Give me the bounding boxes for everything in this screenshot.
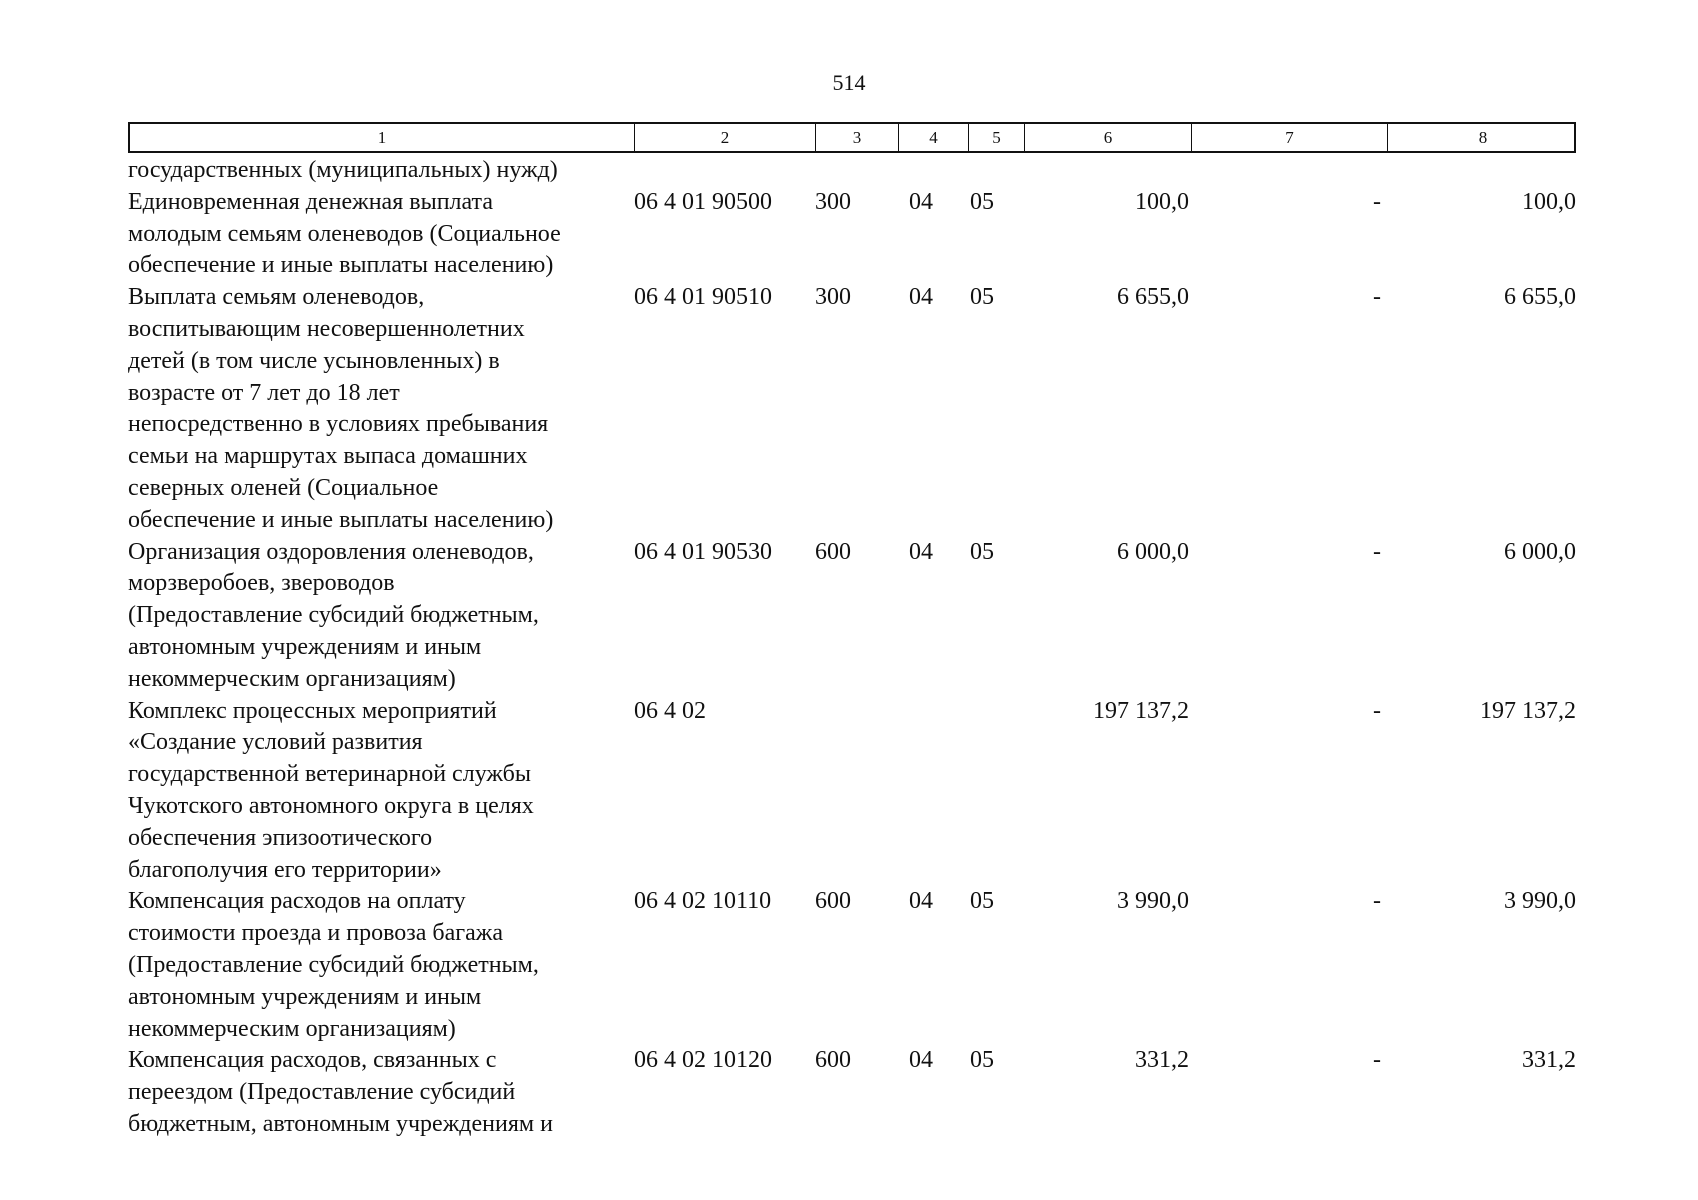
table-body — [128, 155, 1576, 1141]
expense-type-cell: 300 — [815, 284, 851, 311]
subsection-cell: 05 — [970, 284, 994, 311]
section-cell — [896, 696, 966, 887]
amount-cell: 6 655,0 — [1117, 284, 1189, 311]
item-name-line: Комплекс процессных мероприятий — [128, 697, 497, 724]
column-number-1: 1 — [377, 128, 387, 147]
amount-cell — [1022, 155, 1189, 187]
expense-type-cell: 600 — [815, 888, 851, 915]
column-number-2: 2 — [634, 124, 815, 151]
item-name-line: северных оленей (Социальное — [128, 474, 439, 501]
table-header-row — [128, 122, 1576, 153]
section-cell: 04 — [909, 188, 933, 215]
change-cell: - — [1373, 697, 1381, 724]
change-cell: - — [1373, 1047, 1381, 1074]
section-cell: 04 — [909, 538, 933, 565]
column-number-6: 6 — [1024, 124, 1191, 151]
item-name-cell — [128, 886, 632, 1045]
item-name-line: Компенсация расходов на оплату — [128, 888, 466, 915]
change-cell — [1189, 155, 1385, 187]
section-cell: 04 — [909, 1047, 933, 1074]
target-code-cell — [632, 155, 813, 187]
section-cell — [896, 155, 966, 187]
item-name-line: обеспечение и иные выплаты населению) — [128, 252, 554, 279]
item-name-line: непосредственно в условиях пребывания — [128, 411, 549, 438]
item-name-line: благополучия его территории» — [128, 856, 442, 883]
change-cell: - — [1373, 284, 1381, 311]
section-cell: 04 — [909, 284, 933, 311]
item-name-line: некоммерческим организациям) — [128, 665, 456, 692]
amount-cell: 197 137,2 — [1093, 697, 1189, 724]
table-row — [128, 696, 1576, 887]
target-code-cell: 06 4 01 90530 — [634, 538, 772, 565]
budget-table — [128, 122, 1576, 1141]
item-name-line: обеспечения эпизоотического — [128, 824, 433, 851]
subsection-cell: 05 — [970, 188, 994, 215]
total-cell — [1385, 155, 1576, 187]
column-number-8: 8 — [1387, 124, 1578, 151]
total-cell: 331,2 — [1522, 1047, 1576, 1074]
item-name-line: (Предоставление субсидий бюджетным, — [128, 951, 539, 978]
item-name-line: Организация оздоровления оленеводов, — [128, 538, 534, 565]
amount-cell: 3 990,0 — [1117, 888, 1189, 915]
change-cell: - — [1373, 538, 1381, 565]
amount-cell: 100,0 — [1135, 188, 1189, 215]
item-name-cell — [128, 187, 632, 282]
expense-type-cell — [813, 155, 896, 187]
item-name-line: Компенсация расходов, связанных с — [128, 1047, 497, 1074]
expense-type-cell: 600 — [815, 1047, 851, 1074]
table-row — [128, 282, 1576, 536]
table-row — [128, 1045, 1576, 1140]
expense-type-cell: 300 — [815, 188, 851, 215]
expense-type-cell — [813, 696, 896, 887]
item-name-line: Чукотского автономного округа в целях — [128, 792, 534, 819]
table-row — [128, 155, 1576, 187]
table-row — [128, 187, 1576, 282]
change-cell: - — [1373, 888, 1381, 915]
subsection-cell — [966, 155, 1022, 187]
amount-cell: 331,2 — [1135, 1047, 1189, 1074]
item-name-line: бюджетным, автономным учреждениям и — [128, 1110, 553, 1137]
column-number-5: 5 — [968, 124, 1024, 151]
item-name-line: переездом (Предоставление субсидий — [128, 1079, 516, 1106]
subsection-cell: 05 — [970, 888, 994, 915]
total-cell: 100,0 — [1522, 188, 1576, 215]
item-name-line: государственных (муниципальных) нужд) — [128, 157, 558, 183]
expense-type-cell: 600 — [815, 538, 851, 565]
target-code-cell: 06 4 01 90510 — [634, 284, 772, 311]
target-code-cell: 06 4 01 90500 — [634, 188, 772, 215]
item-name-line: морзверобоев, звероводов — [128, 570, 395, 597]
item-name-line: обеспечение и иные выплаты населению) — [128, 506, 554, 533]
target-code-cell: 06 4 02 10110 — [634, 888, 772, 915]
target-code-cell: 06 4 02 — [634, 697, 706, 724]
item-name-line: Единовременная денежная выплата — [128, 188, 493, 215]
subsection-cell: 05 — [970, 1047, 994, 1074]
item-name-line: семьи на маршрутах выпаса домашних — [128, 443, 528, 470]
item-name-line: стоимости проезда и провоза багажа — [128, 920, 504, 947]
item-name-line: автономным учреждениям и иным — [128, 633, 482, 660]
amount-cell: 6 000,0 — [1117, 538, 1189, 565]
item-name-line: Выплата семьям оленеводов, — [128, 284, 425, 311]
total-cell: 197 137,2 — [1480, 697, 1576, 724]
item-name-cell — [128, 155, 632, 187]
item-name-line: автономным учреждениям и иным — [128, 983, 482, 1010]
table-row — [128, 537, 1576, 696]
item-name-cell — [128, 696, 632, 887]
target-code-cell: 06 4 02 10120 — [634, 1047, 772, 1074]
item-name-line: некоммерческим организациям) — [128, 1015, 456, 1042]
item-name-cell — [128, 537, 632, 696]
item-name-line: детей (в том числе усыновленных) в — [128, 347, 500, 374]
item-name-line: «Создание условий развития — [128, 729, 423, 756]
section-cell: 04 — [909, 888, 933, 915]
item-name-cell — [128, 1045, 632, 1140]
item-name-cell — [128, 282, 632, 536]
table-row — [128, 886, 1576, 1045]
subsection-cell: 05 — [970, 538, 994, 565]
item-name-line: молодым семьям оленеводов (Социальное — [128, 220, 561, 247]
page-number: 514 — [832, 70, 866, 95]
item-name-line: (Предоставление субсидий бюджетным, — [128, 602, 539, 629]
item-name-line: государственной ветеринарной службы — [128, 761, 531, 788]
total-cell: 6 000,0 — [1504, 538, 1576, 565]
column-number-7: 7 — [1191, 124, 1387, 151]
change-cell: - — [1373, 188, 1381, 215]
item-name-line: воспитывающим несовершеннолетних — [128, 315, 525, 342]
total-cell: 6 655,0 — [1504, 284, 1576, 311]
column-number-3: 3 — [815, 124, 898, 151]
column-number-4: 4 — [898, 124, 968, 151]
subsection-cell — [966, 696, 1022, 887]
total-cell: 3 990,0 — [1504, 888, 1576, 915]
item-name-line: возрасте от 7 лет до 18 лет — [128, 379, 400, 406]
